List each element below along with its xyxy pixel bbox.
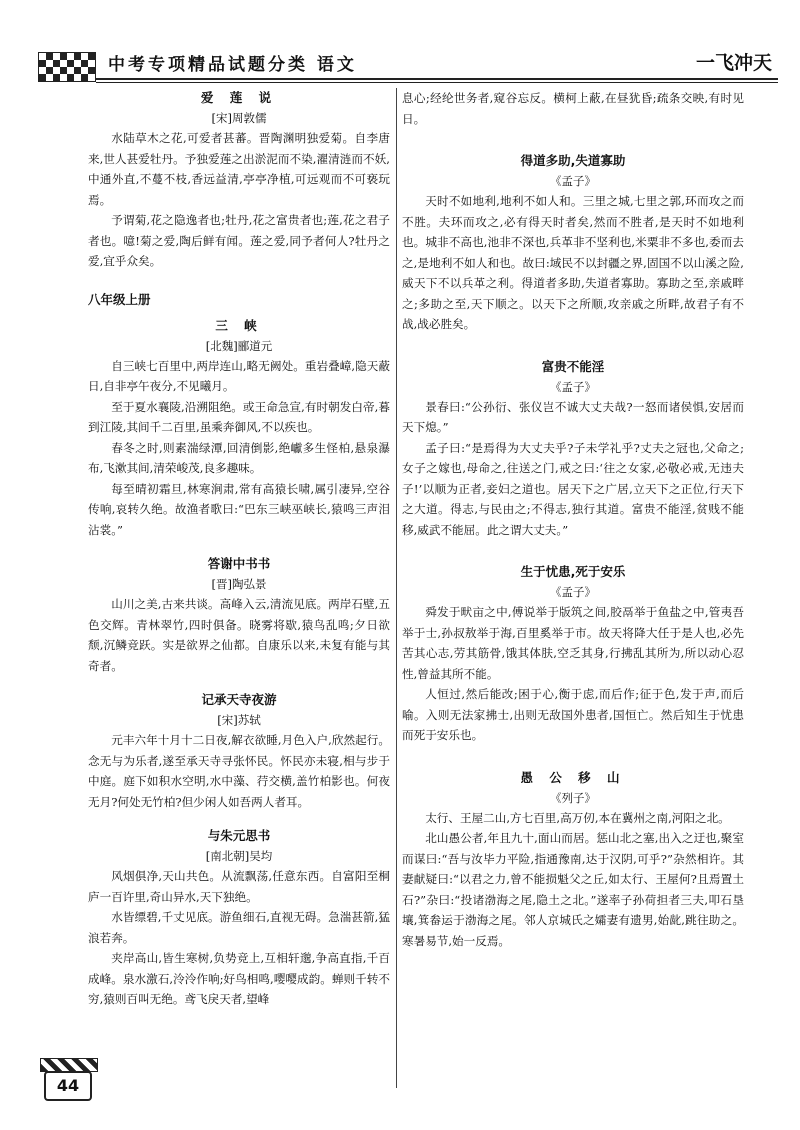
article-title: 与朱元思书 [207,828,271,843]
column-divider [396,88,397,1088]
paragraph: 风烟俱净,天山共色。从流飘荡,任意东西。自富阳至桐庐一百许里,奇山异水,天下独绝。 [88,869,390,904]
paragraph: 予谓菊,花之隐逸者也;牡丹,花之富贵者也;莲,花之君子者也。噫!菊之爱,陶后鲜有闻。莲之爱,同予者何人?牡丹之爱,宜乎众矣。 [88,213,390,268]
right-column [402,88,744,951]
paragraph-continued: 息心;经纶世务者,窥谷忘反。横柯上蔽,在昼犹昏;疏条交映,有时见日。 [402,91,744,126]
article-title: 愚 公 移 山 [520,769,626,785]
paragraph: 元丰六年十月十二日夜,解衣欲睡,月色入户,欣然起行。念无与为乐者,遂至承天寺寻张怀民。怀民亦未寝,相与步于中庭。庭下如积水空明,水中藻、荇交横,盖竹柏影也。何夜无月?何处无竹柏?但少闲人如吾两人者耳。 [88,733,390,809]
article-title: 三 峡 [215,317,263,333]
barrier-stripe-icon [40,1058,98,1072]
paragraph: 北山愚公者,年且九十,面山而居。惩山北之塞,出入之迂也,聚室而谋曰:“吾与汝毕力平险,指通豫南,达于汉阴,可乎?”杂然相许。其妻献疑曰:“以君之力,曾不能损魁父之丘,如太行、王屋何?且焉置土石?”杂曰:“投诸渤海之尾,隐土之北。”遂率子孙荷担者三夫,叩石垦壤,箕畚运于渤海之尾。邻人京城氏之孀妻有遗男,始龀,跳往助之。寒暑易节,始一反焉。 [402,831,744,948]
left-column [88,88,390,1010]
paragraph: 孟子曰:“是焉得为大丈夫乎?子未学礼乎?丈夫之冠也,父命之;女子之嫁也,母命之,往送之门,戒之曰:‘往之女家,必敬必戒,无违夫子!’以顺为正者,妾妇之道也。居天下之广居,立天下之正位,行天下之大道。得志,与民由之;不得志,独行其道。富贵不能淫,贫贱不能移,威武不能屈。此之谓大丈夫。” [402,440,744,537]
paragraph: 水陆草木之花,可爱者甚蕃。晋陶渊明独爱菊。自李唐来,世人甚爱牡丹。予独爱莲之出淤泥而不染,濯清涟而不妖,中通外直,不蔓不枝,香远益清,亭亭净植,可远观而不可亵玩焉。 [88,131,390,207]
article-author: 《孟子》 [550,174,596,188]
article-author: [宋]周敦儒 [211,111,267,125]
paragraph: 夹岸高山,皆生寒树,负势竞上,互相轩邈,争高直指,千百成峰。泉水激石,泠泠作响;好鸟相鸣,嘤嘤成韵。蝉则千转不穷,猿则百叫无绝。鸢飞戾天者,望峰 [88,951,390,1006]
article-author: [晋]陶弘景 [211,577,267,591]
article-title: 记承天寺夜游 [201,692,277,707]
article-title: 得道多助,失道寡助 [520,153,626,168]
paragraph: 太行、王屋二山,方七百里,高万仞,本在冀州之南,河阳之北。 [425,810,730,825]
paragraph: 舜发于畎亩之中,傅说举于版筑之间,胶鬲举于鱼盐之中,管夷吾举于士,孙叔敖举于海,百里奚举于市。故天将降大任于是人也,必先苦其心志,劳其筋骨,饿其体肤,空乏其身,行拂乱其所为,所以动心忍性,曾益其所不能。 [402,605,744,681]
page-number: 44 [44,1071,92,1101]
article-title: 生于忧患,死于安乐 [520,564,626,579]
paragraph: 春冬之时,则素湍绿潭,回清倒影,绝巘多生怪柏,悬泉瀑布,飞漱其间,清荣峻茂,良多趣味。 [88,440,390,475]
paragraph: 至于夏水襄陵,沿溯阻绝。或王命急宣,有时朝发白帝,暮到江陵,其间千二百里,虽乘奔御风,不以疾也。 [88,399,390,434]
paragraph: 人恒过,然后能改;困于心,衡于虑,而后作;征于色,发于声,而后喻。入则无法家拂士,出则无敌国外患者,国恒亡。然后知生于忧患而死于安乐也。 [402,687,744,742]
article-title: 爱 莲 说 [200,90,278,105]
paragraph: 自三峡七百里中,两岸连山,略无阙处。重岩叠嶂,隐天蔽日,自非亭午夜分,不见曦月。 [88,358,390,393]
paragraph: 景春曰:“公孙衍、张仪岂不诚大丈夫哉?一怒而诸侯惧,安居而天下熄。” [402,399,744,434]
article-title: 答谢中书书 [207,556,271,571]
header-rule [96,78,778,80]
article-author: [宋]苏轼 [217,713,261,727]
header-title: 中考专项精品试题分类 语文 [108,55,357,75]
header-brand: 一飞冲天 [695,52,772,74]
article-author: [北魏]郦道元 [205,338,273,353]
checkerboard-logo-icon [38,52,96,82]
paragraph: 水皆缥碧,千丈见底。游鱼细石,直视无碍。急湍甚箭,猛浪若奔。 [88,910,390,945]
article-author: [南北朝]吴均 [205,849,273,863]
paragraph: 天时不如地利,地利不如人和。三里之城,七里之郭,环而攻之而不胜。夫环而攻之,必有得天时者矣,然而不胜者,是天时不如地利也。城非不高也,池非不深也,兵革非不坚利也,米粟非不多也,委而去之,是地利不如人和也。故曰:域民不以封疆之界,固国不以山溪之险,威天下不以兵革之利。得道者多助,失道者寡助。寡助之至,亲戚畔之;多助之至,天下顺之。以天下之所顺,攻亲戚之所畔,故君子有不战,战必胜矣。 [402,194,744,331]
page-number-badge [40,1058,96,1104]
page-header [0,0,800,80]
article-title: 富贵不能淫 [541,358,605,374]
header-rule-thin [96,82,778,83]
paragraph: 每至晴初霜旦,林寒涧肃,常有高猿长啸,属引凄异,空谷传响,哀转久绝。故渔者歌曰:“巴东三峡巫峡长,猿鸣三声泪沾裳。” [88,481,390,537]
article-author: 《列子》 [550,790,596,805]
paragraph: 山川之美,古来共谈。高峰入云,清流见底。两岸石壁,五色交辉。青林翠竹,四时俱备。晓雾将歇,猿鸟乱鸣;夕日欲颓,沉鳞竞跃。实是欲界之仙都。自康乐以来,未复有能与其奇者。 [88,597,390,673]
article-author: 《孟子》 [550,379,596,394]
section-heading: 八年级上册 [88,291,151,307]
article-author: 《孟子》 [550,585,596,599]
